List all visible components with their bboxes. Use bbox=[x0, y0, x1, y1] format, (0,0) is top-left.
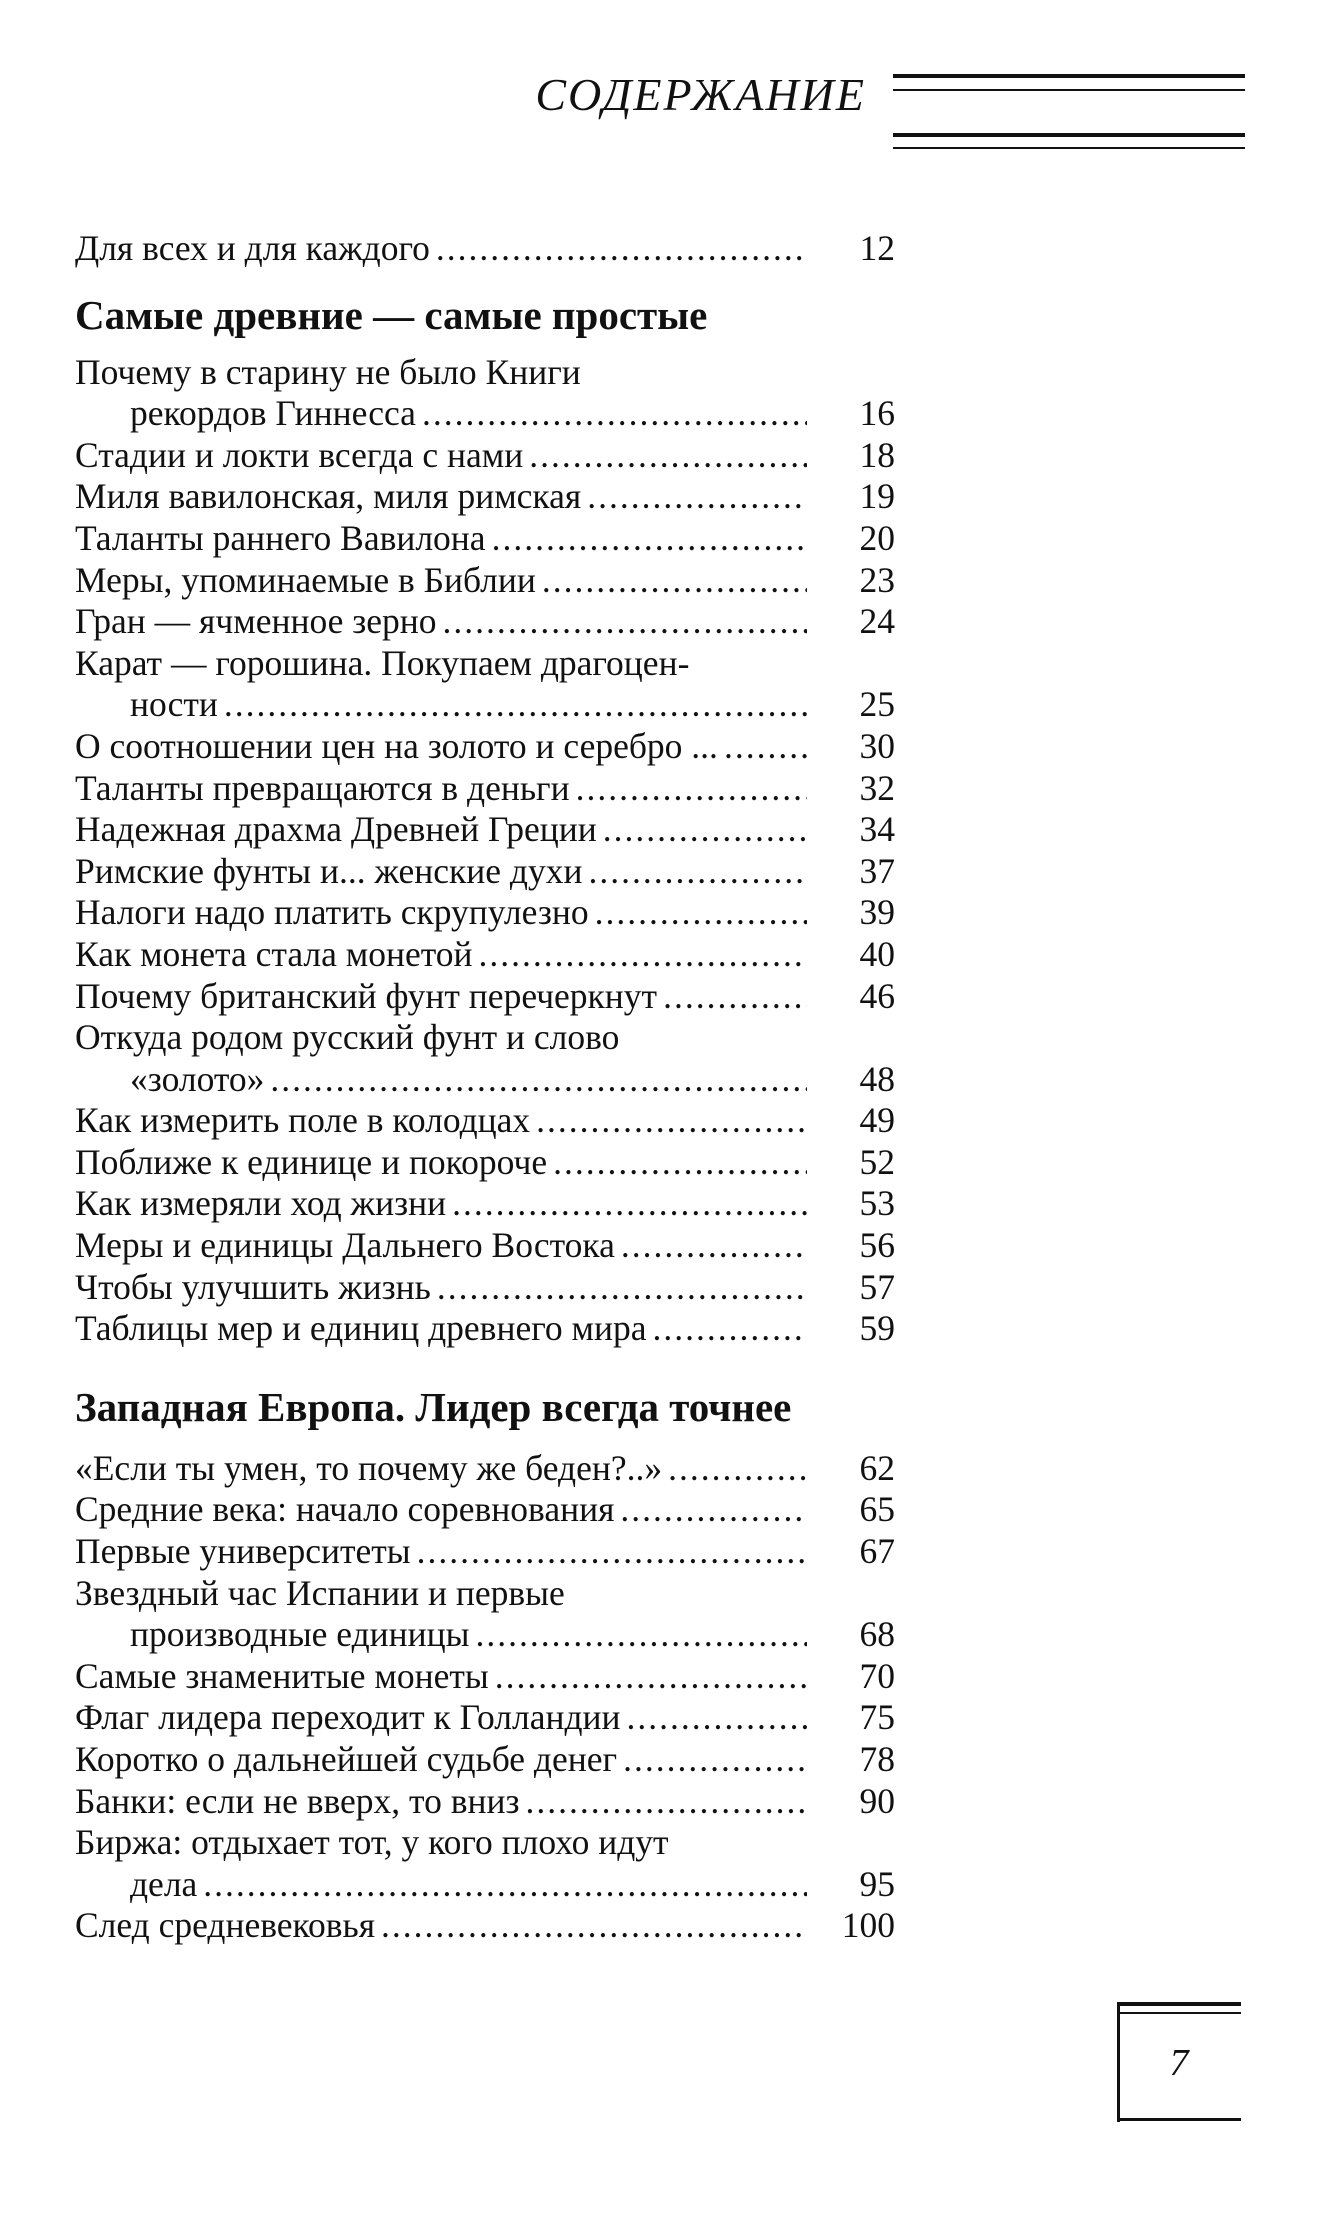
toc-entry-page: 70 bbox=[859, 1655, 895, 1696]
toc-entry-page: 57 bbox=[859, 1266, 895, 1307]
toc-entry-title: Меры и единицы Дальнего Востока bbox=[75, 1225, 615, 1266]
leader-dots bbox=[476, 1614, 807, 1656]
toc-entry[interactable] bbox=[75, 1100, 895, 1142]
leader-dots bbox=[620, 1489, 807, 1531]
leader-dots bbox=[724, 726, 807, 768]
toc-entry[interactable] bbox=[75, 1489, 895, 1531]
toc-entry-page: 18 bbox=[859, 434, 895, 475]
toc-entry[interactable] bbox=[75, 476, 895, 518]
toc-entry-page: 59 bbox=[859, 1308, 895, 1349]
leader-dots bbox=[576, 768, 807, 810]
toc-entry[interactable] bbox=[75, 1697, 895, 1739]
toc-entry[interactable] bbox=[75, 643, 895, 726]
toc-entry[interactable] bbox=[75, 1905, 895, 1947]
toc-entry-page: 67 bbox=[859, 1531, 895, 1572]
page-box-rule bbox=[1117, 2118, 1241, 2121]
page-title: СОДЕРЖАНИЕ bbox=[535, 69, 866, 120]
leader-dots bbox=[553, 1142, 807, 1184]
toc-entry[interactable] bbox=[75, 1017, 895, 1100]
toc-entry-page: 19 bbox=[859, 476, 895, 517]
toc-entry-page: 100 bbox=[841, 1905, 895, 1946]
leader-dots bbox=[443, 601, 807, 643]
toc-entry-page: 12 bbox=[859, 228, 895, 268]
header-rule bbox=[893, 89, 1245, 91]
toc-entry[interactable] bbox=[75, 1267, 895, 1309]
toc-entry[interactable] bbox=[75, 768, 895, 810]
toc-entry-page: 95 bbox=[859, 1863, 895, 1904]
toc-entry-title: Почему британский фунт перечеркнут bbox=[75, 975, 658, 1016]
toc-entry[interactable] bbox=[75, 518, 895, 560]
leader-dots bbox=[203, 1864, 807, 1906]
toc-entry-title: Меры, упоминаемые в Библии bbox=[75, 559, 536, 600]
toc-entry-title: Налоги надо платить скрупулезно bbox=[75, 892, 589, 933]
toc-entry-title: Гран — ячменное зерно bbox=[75, 601, 437, 642]
leader-dots bbox=[422, 393, 807, 435]
toc-entry-title: Чтобы улучшить жизнь bbox=[75, 1266, 431, 1307]
toc-entry-title-line: Почему в старину не было Книги bbox=[75, 351, 581, 392]
page-box-rule bbox=[1117, 2012, 1241, 2014]
toc-entry-page: 32 bbox=[859, 767, 895, 808]
toc-entry-page: 68 bbox=[859, 1614, 895, 1655]
toc-entry-title: Надежная драхма Древней Греции bbox=[75, 809, 597, 850]
toc-entry-page: 78 bbox=[859, 1739, 895, 1779]
leader-dots bbox=[536, 1100, 807, 1142]
toc-entry-title: Стадии и локти всегда с нами bbox=[75, 434, 524, 475]
toc-entry[interactable] bbox=[75, 809, 895, 851]
section-heading: Самые древние — самые простые bbox=[75, 291, 708, 338]
toc-entry[interactable] bbox=[75, 1739, 895, 1781]
toc-entry-page: 40 bbox=[859, 933, 895, 974]
leader-dots bbox=[627, 1697, 807, 1739]
page-number-box bbox=[1117, 2002, 1241, 2122]
toc-entry-intro[interactable] bbox=[75, 228, 895, 270]
leader-dots bbox=[381, 1905, 807, 1947]
toc-entry-title: Коротко о дальнейшей судьбе денег bbox=[75, 1739, 618, 1779]
toc-entry-page: 90 bbox=[859, 1780, 895, 1821]
toc-entry-page: 49 bbox=[859, 1100, 895, 1141]
toc-entry-title: Средние века: начало соревнования bbox=[75, 1489, 615, 1530]
toc-entry-title: производные единицы bbox=[130, 1614, 470, 1655]
toc-entry-page: 75 bbox=[859, 1697, 895, 1738]
leader-dots bbox=[492, 518, 807, 560]
page-box-rule bbox=[1117, 2002, 1241, 2006]
leader-dots bbox=[437, 1267, 807, 1309]
toc-entry[interactable] bbox=[75, 560, 895, 602]
toc-entry[interactable] bbox=[75, 1573, 895, 1656]
toc-entry-page: 52 bbox=[859, 1141, 895, 1182]
toc-entry-title: Поближе к единице и покороче bbox=[75, 1141, 548, 1182]
leader-dots bbox=[224, 684, 807, 726]
toc-entry-page: 65 bbox=[859, 1489, 895, 1530]
toc-entry-page: 20 bbox=[859, 517, 895, 558]
leader-dots bbox=[603, 809, 807, 851]
toc-entry-page: 16 bbox=[859, 393, 895, 434]
toc-entry-title: «золото» bbox=[130, 1058, 265, 1099]
toc-entry-title: Для всех и для каждого bbox=[75, 228, 430, 268]
toc-entry-title: О соотношении цен на золото и серебро ... bbox=[75, 725, 718, 766]
toc-entry-title: След средневековья bbox=[75, 1905, 376, 1946]
toc-entry-title: Флаг лидера переходит к Голландии bbox=[75, 1697, 621, 1738]
toc-entry-title-line: Карат — горошина. Покупаем драгоцен- bbox=[75, 642, 690, 683]
table-of-contents bbox=[75, 228, 895, 1947]
toc-entry[interactable] bbox=[75, 1531, 895, 1573]
toc-entry-page: 53 bbox=[859, 1183, 895, 1224]
toc-entry[interactable] bbox=[75, 726, 895, 768]
toc-entry[interactable] bbox=[75, 1225, 895, 1267]
leader-dots bbox=[526, 1781, 807, 1823]
leader-dots bbox=[495, 1656, 807, 1698]
toc-entry-page: 25 bbox=[859, 684, 895, 725]
toc-entry-page: 48 bbox=[859, 1058, 895, 1099]
toc-entry-page: 37 bbox=[859, 850, 895, 891]
leader-dots bbox=[270, 1059, 807, 1101]
toc-entry[interactable] bbox=[75, 1142, 895, 1184]
toc-entry-title: Как измеряли ход жизни bbox=[75, 1183, 447, 1224]
toc-entry-title-line: Откуда родом русский фунт и слово bbox=[75, 1017, 620, 1058]
toc-entry-title: Таланты превращаются в деньги bbox=[75, 767, 570, 808]
header-rule bbox=[893, 133, 1245, 137]
toc-entry-page: 34 bbox=[859, 809, 895, 850]
toc-entry-title: Банки: если не вверх, то вниз bbox=[75, 1780, 520, 1821]
toc-entry-title: Самые знаменитые монеты bbox=[75, 1655, 489, 1696]
leader-dots bbox=[436, 228, 807, 270]
toc-entry[interactable] bbox=[75, 1448, 895, 1490]
leader-dots bbox=[623, 1739, 807, 1781]
toc-entry-title: ности bbox=[130, 684, 218, 725]
header-rule bbox=[893, 147, 1245, 149]
toc-entry-title: Римские фунты и... женские духи bbox=[75, 850, 583, 891]
toc-entry-title: Первые университеты bbox=[75, 1531, 411, 1572]
leader-dots bbox=[479, 934, 807, 976]
toc-entry[interactable] bbox=[75, 1183, 895, 1225]
toc-entry-page: 62 bbox=[859, 1447, 895, 1488]
toc-entry-title: Таблицы мер и единиц древнего мира bbox=[75, 1308, 647, 1349]
toc-entry[interactable] bbox=[75, 1308, 895, 1350]
toc-entry[interactable] bbox=[75, 934, 895, 976]
leader-dots bbox=[417, 1531, 807, 1573]
leader-dots bbox=[529, 435, 807, 477]
section-heading: Западная Европа. Лидер всегда точнее bbox=[75, 1383, 792, 1430]
leader-dots bbox=[668, 1448, 807, 1490]
page-number: 7 bbox=[1169, 2042, 1189, 2084]
toc-entry-title: Как монета стала монетой bbox=[75, 933, 473, 974]
leader-dots bbox=[663, 976, 807, 1018]
toc-entry[interactable] bbox=[75, 1781, 895, 1823]
toc-entry-title: Как измерить поле в колодцах bbox=[75, 1100, 531, 1141]
leader-dots bbox=[452, 1183, 807, 1225]
toc-entry[interactable] bbox=[75, 352, 895, 435]
toc-entry-page: 30 bbox=[859, 725, 895, 766]
toc-entry-page: 46 bbox=[859, 975, 895, 1016]
toc-entry-title-line: Звездный час Испании и первые bbox=[75, 1572, 565, 1613]
toc-entry[interactable] bbox=[75, 1656, 895, 1698]
toc-entry[interactable] bbox=[75, 851, 895, 893]
toc-entry-title-line: Биржа: отдыхает тот, у кого плохо идут bbox=[75, 1822, 669, 1863]
toc-entry-page: 23 bbox=[859, 559, 895, 600]
leader-dots bbox=[588, 851, 807, 893]
toc-entry[interactable] bbox=[75, 601, 895, 643]
leader-dots bbox=[621, 1225, 807, 1267]
toc-entry-page: 39 bbox=[859, 892, 895, 933]
toc-entry[interactable] bbox=[75, 976, 895, 1018]
toc-entry-page: 56 bbox=[859, 1225, 895, 1266]
toc-entry-title: дела bbox=[130, 1863, 198, 1904]
toc-entry-title: «Если ты умен, то почему же беден?..» bbox=[75, 1447, 663, 1488]
leader-dots bbox=[652, 1308, 807, 1350]
header-rule bbox=[893, 74, 1245, 78]
leader-dots bbox=[595, 892, 807, 934]
toc-entry-title: рекордов Гиннесса bbox=[130, 393, 416, 434]
toc-entry[interactable] bbox=[75, 435, 895, 477]
toc-entry[interactable] bbox=[75, 1822, 895, 1905]
leader-dots bbox=[587, 476, 807, 518]
toc-entry-title: Таланты раннего Вавилона bbox=[75, 517, 486, 558]
toc-entry[interactable] bbox=[75, 892, 895, 934]
toc-entry-page: 24 bbox=[859, 601, 895, 642]
toc-entry-title: Миля вавилонская, миля римская bbox=[75, 476, 582, 517]
leader-dots bbox=[542, 560, 807, 602]
